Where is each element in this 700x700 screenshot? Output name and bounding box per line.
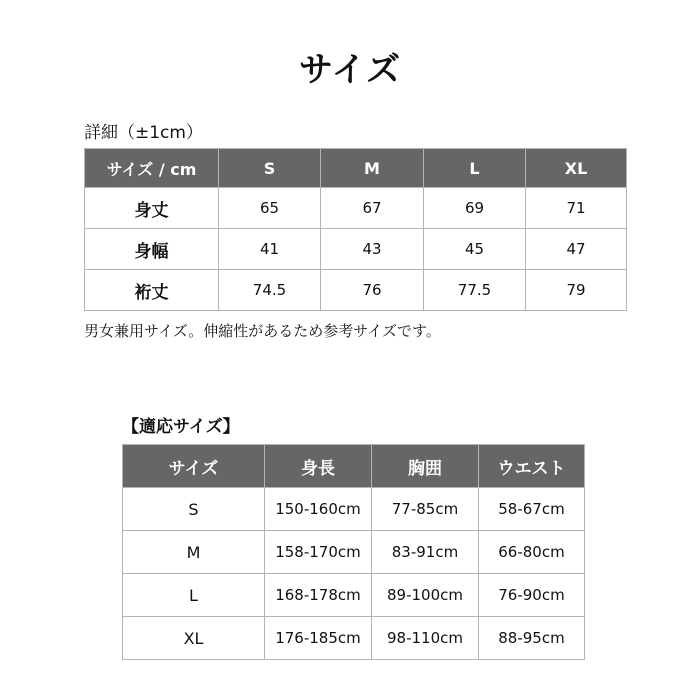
table-row: [85, 270, 627, 311]
table-row: [123, 531, 585, 574]
table-cell: 158-170cm: [265, 531, 372, 574]
page-title: サイズ: [298, 50, 402, 90]
row-label-size: XL: [123, 617, 265, 660]
table-cell: 168-178cm: [265, 574, 372, 617]
table-cell: 65: [219, 188, 321, 229]
row-label-body-length: 身丈: [85, 188, 219, 229]
header-cell-size: サイズ: [123, 445, 265, 488]
table-cell: 71: [526, 188, 627, 229]
header-cell-chest: 胸囲: [372, 445, 479, 488]
table-cell: 89-100cm: [372, 574, 479, 617]
table-cell: 69: [424, 188, 526, 229]
table-cell: 41: [219, 229, 321, 270]
table-header-row: [85, 149, 627, 188]
row-label-size: S: [123, 488, 265, 531]
table-cell: 45: [424, 229, 526, 270]
row-label-size: M: [123, 531, 265, 574]
table-cell: 66-80cm: [479, 531, 585, 574]
table-cell: 76-90cm: [479, 574, 585, 617]
table-cell: 98-110cm: [372, 617, 479, 660]
table-cell: 88-95cm: [479, 617, 585, 660]
header-cell-height: 身長: [265, 445, 372, 488]
size-note: 男女兼用サイズ。伸縮性があるため参考サイズです。: [84, 322, 441, 340]
header-cell-l: L: [424, 149, 526, 188]
table-header-row: [123, 445, 585, 488]
row-label-body-width: 身幅: [85, 229, 219, 270]
table-cell: 77-85cm: [372, 488, 479, 531]
row-label-sleeve-length: 裄丈: [85, 270, 219, 311]
table-row: [123, 617, 585, 660]
table-row: [123, 574, 585, 617]
table-cell: 47: [526, 229, 627, 270]
header-cell-size-unit: サイズ / cm: [85, 149, 219, 188]
table-row: [85, 229, 627, 270]
table-row: [85, 188, 627, 229]
table-cell: 43: [321, 229, 424, 270]
table-cell: 150-160cm: [265, 488, 372, 531]
header-cell-waist: ウエスト: [479, 445, 585, 488]
header-cell-m: M: [321, 149, 424, 188]
table-cell: 67: [321, 188, 424, 229]
table-row: [123, 488, 585, 531]
header-cell-xl: XL: [526, 149, 627, 188]
table-cell: 77.5: [424, 270, 526, 311]
table-cell: 74.5: [219, 270, 321, 311]
table-cell: 58-67cm: [479, 488, 585, 531]
table-cell: 76: [321, 270, 424, 311]
row-label-size: L: [123, 574, 265, 617]
header-cell-s: S: [219, 149, 321, 188]
table-cell: 176-185cm: [265, 617, 372, 660]
fit-size-heading: 【適応サイズ】: [122, 417, 240, 437]
detail-heading: 詳細（±1cm）: [84, 123, 203, 143]
detail-size-table: [84, 148, 627, 311]
fit-size-table: [122, 444, 585, 660]
table-cell: 83-91cm: [372, 531, 479, 574]
table-cell: 79: [526, 270, 627, 311]
